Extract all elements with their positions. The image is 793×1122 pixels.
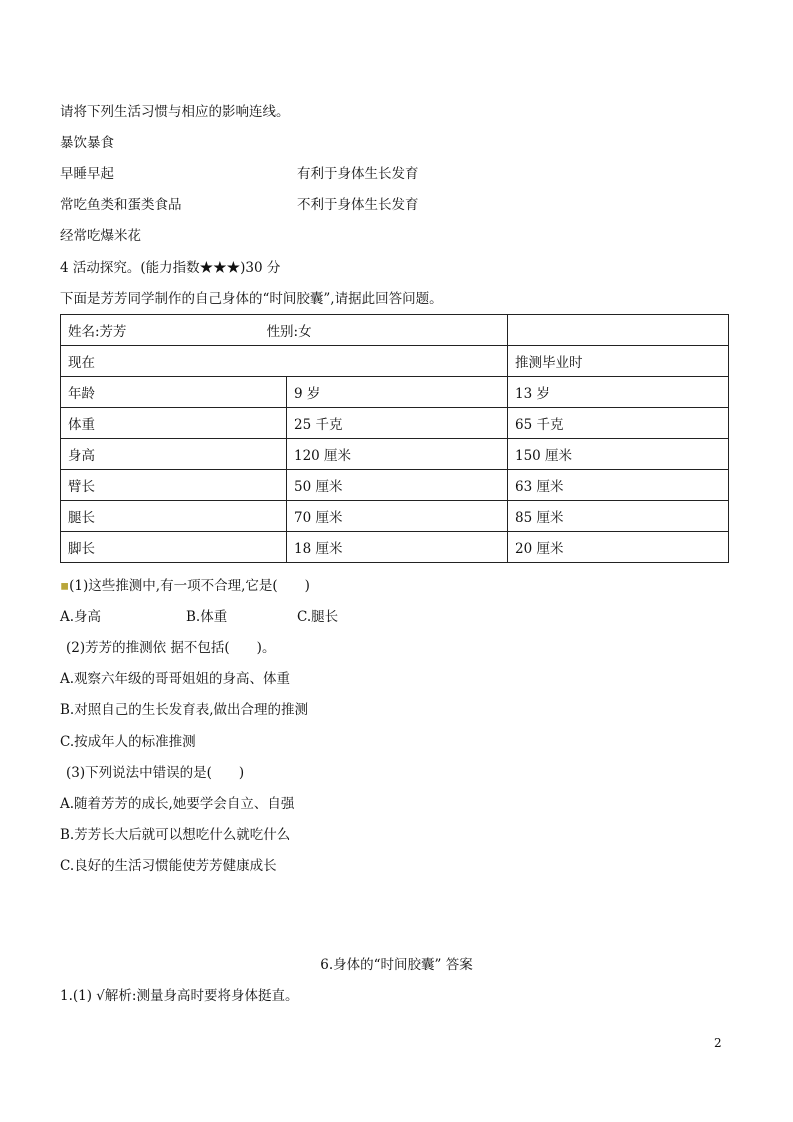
q2-option: A.观察六年级的哥哥姐姐的身高、体重	[60, 671, 291, 687]
table-cell: 65 千克	[508, 408, 729, 439]
habit: 早睡早起	[60, 166, 114, 182]
table-row	[61, 408, 729, 439]
header-now: 现在	[61, 346, 508, 377]
q3-option: A.随着芳芳的成长,她要学会自立、自强	[60, 796, 295, 812]
name-gender-cell	[61, 315, 508, 346]
q3-option: C.良好的生活习惯能使芳芳健康成长	[60, 858, 277, 874]
habit: 经常吃爆米花	[60, 228, 141, 244]
page-number: 2	[714, 1036, 722, 1050]
table-cell: 20 厘米	[508, 532, 729, 563]
question-3: (3)下列说法中错误的是( )	[66, 765, 245, 781]
habit: 常吃鱼类和蛋类食品	[60, 197, 182, 213]
table-cell: 体重	[61, 408, 287, 439]
table-cell: 腿长	[61, 501, 287, 532]
header-predict: 推测毕业时	[508, 346, 729, 377]
table-cell: 85 厘米	[508, 501, 729, 532]
q1-option: A.身高	[60, 609, 102, 625]
question-2: (2)芳芳的推测依 据不包括( )。	[66, 640, 276, 656]
table-cell: 25 千克	[287, 408, 508, 439]
effect: 不利于身体生长发育	[297, 197, 419, 213]
table-cell: 臂长	[61, 470, 287, 501]
section-description: 下面是芳芳同学制作的自己身体的“时间胶囊”,请据此回答问题。	[60, 291, 443, 307]
question-1: ▪(1)这些推测中,有一项不合理,它是( )	[60, 578, 310, 594]
table-cell: 63 厘米	[508, 470, 729, 501]
intro: 请将下列生活习惯与相应的影响连线。	[60, 104, 290, 120]
answer-title: 6.身体的“时间胶囊” 答案	[320, 957, 473, 973]
q2-option: B.对照自己的生长发育表,做出合理的推测	[60, 702, 309, 718]
table-row	[61, 439, 729, 470]
gender: 性别:女	[266, 324, 312, 340]
habit: 暴饮暴食	[60, 135, 114, 151]
name: 姓名:芳芳	[68, 324, 127, 340]
table-cell: 脚长	[61, 532, 287, 563]
table-row	[61, 501, 729, 532]
table-row	[61, 377, 729, 408]
table-cell: 身高	[61, 439, 287, 470]
table-cell: 13 岁	[508, 377, 729, 408]
q1-option: B.体重	[186, 609, 228, 625]
answer-1: 1.(1) √解析:测量身高时要将身体挺直。	[60, 988, 299, 1004]
table-cell: 年龄	[61, 377, 287, 408]
table-cell: 150 厘米	[508, 439, 729, 470]
table-row	[61, 470, 729, 501]
table-cell: 50 厘米	[287, 470, 508, 501]
table-cell: 18 厘米	[287, 532, 508, 563]
table-row	[61, 532, 729, 563]
q3-option: B.芳芳长大后就可以想吃什么就吃什么	[60, 827, 291, 843]
table-cell: 120 厘米	[287, 439, 508, 470]
time-capsule-table	[60, 314, 729, 563]
table-cell: 9 岁	[287, 377, 508, 408]
section-heading: 4 活动探究。(能力指数★★★)30 分	[60, 260, 281, 276]
q2-option: C.按成年人的标准推测	[60, 734, 196, 750]
q1-option: C.腿长	[297, 609, 339, 625]
effect: 有利于身体生长发育	[297, 166, 419, 182]
table-cell: 70 厘米	[287, 501, 508, 532]
